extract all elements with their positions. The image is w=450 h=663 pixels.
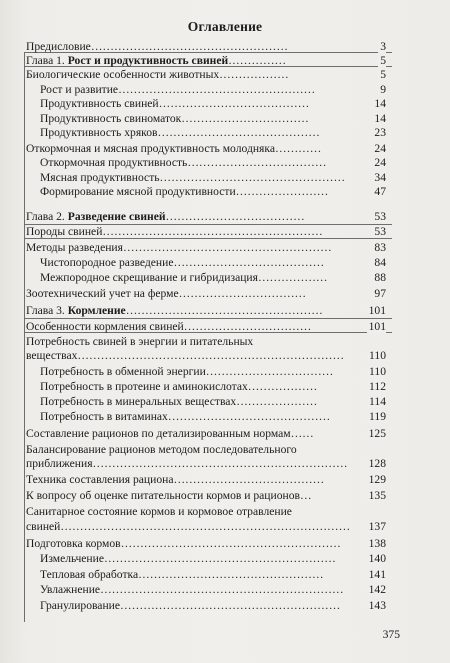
toc-entry-title: Биологические особенности животных……………… (26, 69, 289, 81)
toc-entry-title: Глава 2. (26, 211, 68, 223)
toc-page-number: 112 (369, 381, 386, 393)
toc-entry-title: Продуктивность свиноматок…………………………… (40, 113, 309, 125)
toc-page-number: 47 (374, 186, 386, 198)
toc-page-number: 9 (380, 84, 386, 96)
toc-entry-title: Глава 3. (26, 305, 68, 317)
toc-entry-title: Подготовка кормов………………………………………………… (26, 538, 341, 550)
divider (24, 224, 392, 225)
toc-entry (40, 127, 386, 140)
toc-entry (26, 69, 386, 82)
toc-page-number: 53 (374, 226, 386, 238)
toc-entry-title: Мясная продуктивность………………………………………… (40, 172, 346, 184)
toc-page-number: 97 (374, 288, 386, 300)
toc-chapter-title: Разведение свиней (67, 211, 166, 223)
toc-entry-title: Рост и развитие…………………………………………… (40, 84, 316, 96)
toc-entry (40, 157, 386, 170)
toc-page-number: 83 (374, 242, 386, 254)
toc-entry (40, 84, 386, 97)
toc-page-number: 128 (368, 458, 386, 470)
toc-page-number: 3 (380, 41, 386, 53)
toc-entry (26, 305, 386, 318)
toc-entry-title: Продуктивность хряков…………………………………… (40, 127, 320, 139)
toc-page-number: 110 (369, 366, 386, 378)
toc-entry (26, 143, 386, 156)
toc-entry-title: веществах…………………………………………………………… (26, 350, 345, 362)
toc-page-number: 24 (374, 157, 386, 169)
toc-entry-title: Техника составления рациона………………………………… (26, 474, 325, 486)
toc-entry-title: Межпородное скрещивание и гибридизация……………… (40, 272, 328, 284)
toc-entry (26, 226, 386, 239)
toc-page-number: 143 (368, 600, 386, 612)
toc-entry-title: Потребность в протеине и аминокислотах……………… (40, 381, 318, 393)
toc-page-number: 138 (368, 538, 386, 550)
toc-entry (26, 506, 386, 519)
toc-page-number: 88 (374, 272, 386, 284)
toc-page-number: 125 (368, 428, 386, 440)
toc-entry (40, 396, 386, 409)
toc-entry-title: Потребность в витаминах…………………………………… (40, 411, 331, 423)
toc-page-number: 140 (368, 553, 386, 565)
toc-entry (26, 242, 386, 255)
toc-entry (40, 569, 386, 582)
toc-entry (26, 490, 386, 503)
toc-entry-title: Откормочная и мясная продуктивность молодняка………… (26, 143, 322, 155)
toc-entry-title: Глава 1. (26, 55, 68, 67)
toc-page-number: 5 (380, 69, 386, 81)
toc-entry (26, 444, 386, 457)
toc-page-number: 101 (368, 305, 386, 317)
toc-page-number: 14 (374, 98, 386, 110)
toc-entry (26, 474, 386, 487)
toc-entry (40, 98, 386, 111)
toc-page-number: 24 (374, 143, 386, 155)
page-title: Оглавление (187, 19, 263, 34)
toc-entry-title: приближения………………………………………………………… (26, 458, 348, 470)
toc-entry (26, 41, 386, 54)
toc-dots: ……………………………… (165, 211, 305, 223)
toc-chapter-title: Кормление (67, 305, 126, 317)
toc-page-number: 34 (374, 172, 386, 184)
toc-page-number: 53 (374, 211, 386, 223)
toc-entry-title: Особенности кормления свиней…………………………… (26, 321, 312, 333)
toc-page-number: 23 (374, 127, 386, 139)
toc-entry (26, 458, 386, 471)
toc-page-number: 135 (368, 490, 386, 502)
toc-entry-title: К вопросу об оценке питательности кормов и рационов… (26, 490, 312, 502)
toc-entry-title: Потребность в минеральных веществах………………… (40, 396, 318, 408)
toc-entry-title: Потребность свиней в энергии и питательных (26, 336, 254, 348)
toc-entry-title: Составление рационов по детализированным нормам…… (26, 428, 314, 440)
page-number: 375 (382, 628, 400, 641)
toc-entry-title: Измельчение…………………………………………………… (40, 553, 336, 565)
divider (24, 52, 25, 622)
toc-entry (26, 521, 386, 534)
toc-entry (26, 211, 386, 224)
toc-dots: …………… (228, 55, 287, 67)
toc-entry (40, 113, 386, 126)
toc-entry-title: Предисловие…………………………………………… (26, 41, 288, 53)
toc-page-number: 114 (369, 396, 386, 408)
toc-page-number: 14 (374, 113, 386, 125)
toc-entry (40, 186, 386, 199)
toc-page-number: 141 (368, 569, 386, 581)
toc-entry-title: Методы разведения……………………………………………… (26, 242, 332, 254)
toc-entry (40, 257, 386, 270)
toc-entry (40, 584, 386, 597)
toc-entry-title: Увлажнение……………………………………………………… (40, 584, 344, 596)
toc-entry-title: свиней………………………………………………………………… (26, 521, 351, 533)
toc-entry (26, 336, 386, 349)
toc-entry (40, 553, 386, 566)
toc-page-number: 110 (369, 350, 386, 362)
toc-entry (40, 272, 386, 285)
toc-entry (26, 428, 386, 441)
toc-page-number: 5 (380, 55, 386, 67)
toc-entry (26, 350, 386, 363)
toc-entry-title: Чистопородное разведение………………………………… (40, 257, 325, 269)
toc-entry (26, 538, 386, 551)
toc-entry-title: Потребность в обменной энергии…………………………… (40, 366, 334, 378)
toc-entry (40, 600, 386, 613)
toc-entry-title: Балансирование рационов методом последовательного (26, 444, 297, 456)
divider (24, 318, 392, 319)
toc-entry-title: Тепловая обработка………………………………………… (40, 569, 324, 581)
toc-chapter-title: Рост и продуктивность свиней (67, 55, 229, 67)
toc-page-number: 101 (368, 321, 386, 333)
toc-entry-title: Гранулирование………………………………………………… (40, 600, 341, 612)
toc-page-number: 142 (368, 584, 386, 596)
toc-dots: …………………………………………… (125, 305, 323, 317)
toc-entry-title: Формирование мясной продуктивности…………………… (40, 186, 329, 198)
toc-entry (26, 321, 386, 334)
toc-page-number: 84 (374, 257, 386, 269)
toc-entry-title: Санитарное состояние кормов и кормовое отравление (26, 506, 292, 518)
toc-page-number: 129 (368, 474, 386, 486)
toc-entry-title: Продуктивность свиней………………………………… (40, 98, 310, 110)
toc-entry-title: Зоотехнический учет на ферме…………………………… (26, 288, 307, 300)
toc-entry (26, 55, 386, 68)
toc-entry (26, 288, 386, 301)
toc-entry (40, 411, 386, 424)
toc-page-number: 137 (368, 521, 386, 533)
toc-entry-title: Породы свиней………………………………………………… (26, 226, 323, 238)
toc-entry (40, 172, 386, 185)
toc-entry-title: Откормочная продуктивность……………………………… (40, 157, 327, 169)
toc-page-number: 119 (369, 411, 386, 423)
toc-entry (40, 366, 386, 379)
toc-entry (40, 381, 386, 394)
